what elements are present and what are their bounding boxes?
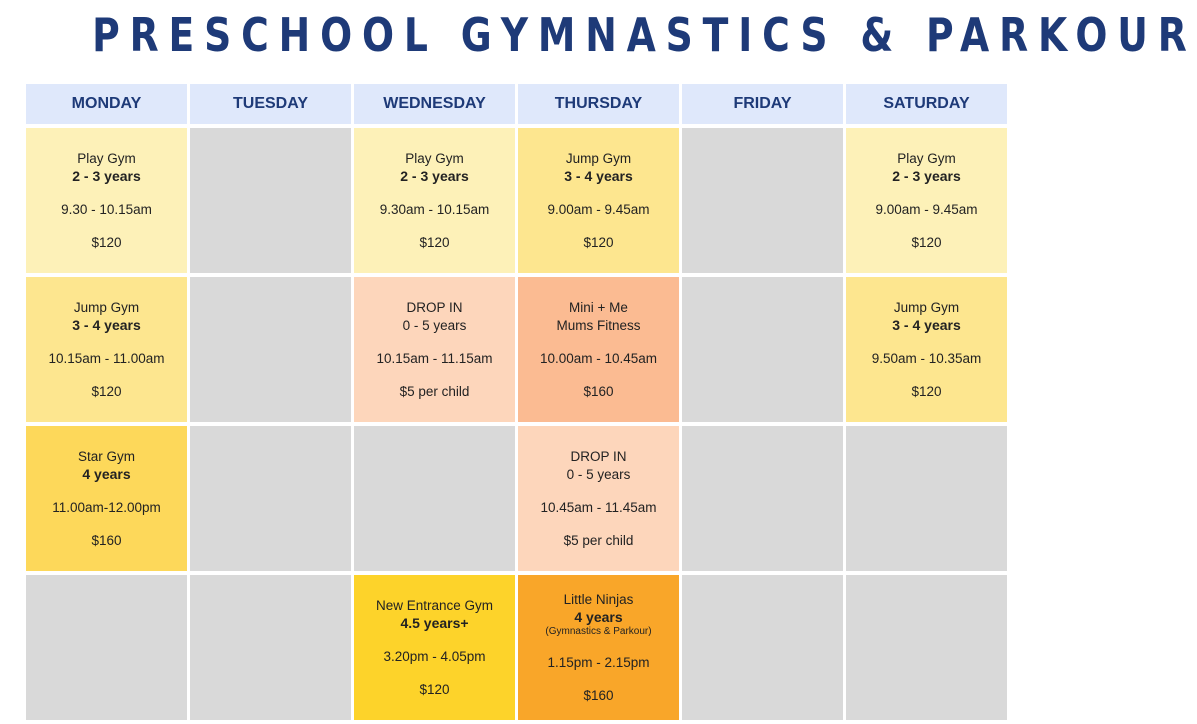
- class-name: New Entrance Gym: [375, 598, 494, 613]
- class-cell-saturday-1: [846, 128, 1007, 273]
- day-header-wednesday: WEDNESDAY: [354, 84, 515, 124]
- class-time: 10.15am - 11.00am: [48, 351, 165, 366]
- empty-cell: [190, 426, 351, 571]
- class-cell-wednesday-2: [354, 277, 515, 422]
- class-ages: 0 - 5 years: [566, 467, 631, 482]
- class-ages: 3 - 4 years: [564, 168, 633, 184]
- empty-cell: [846, 575, 1007, 720]
- class-price: $120: [91, 235, 122, 250]
- page-title: PRESCHOOL GYMNASTICS & PARKOUR: [92, 8, 1197, 62]
- empty-cell: [682, 128, 843, 273]
- class-price: $5 per child: [399, 384, 470, 399]
- class-name: Star Gym: [77, 449, 135, 464]
- class-time: 9.50am - 10.35am: [871, 351, 982, 366]
- class-ages: Mums Fitness: [556, 318, 641, 333]
- class-price: $120: [419, 235, 450, 250]
- day-header-saturday: SATURDAY: [846, 84, 1007, 124]
- class-cell-monday-2: [26, 277, 187, 422]
- class-cell-wednesday-4: [354, 575, 515, 720]
- class-ages: 2 - 3 years: [72, 168, 141, 184]
- timetable-grid: [26, 84, 1007, 720]
- class-name: Mini + Me: [569, 300, 628, 315]
- class-ages: 4 years: [574, 609, 623, 625]
- class-name: Play Gym: [405, 151, 464, 166]
- class-time: 3.20pm - 4.05pm: [383, 649, 486, 664]
- class-cell-thursday-3: [518, 426, 679, 571]
- class-time: 10.00am - 10.45am: [539, 351, 658, 366]
- class-ages: 4.5 years+: [400, 615, 469, 631]
- class-price: $120: [419, 682, 450, 697]
- day-header-monday: MONDAY: [26, 84, 187, 124]
- empty-cell: [26, 575, 187, 720]
- class-name: Jump Gym: [73, 300, 140, 315]
- class-cell-thursday-4: [518, 575, 679, 720]
- empty-cell: [190, 575, 351, 720]
- class-cell-thursday-2: [518, 277, 679, 422]
- class-name: Jump Gym: [565, 151, 632, 166]
- class-time: 11.00am-12.00pm: [52, 500, 161, 515]
- class-time: 10.45am - 11.45am: [540, 500, 657, 515]
- class-ages: 3 - 4 years: [72, 317, 141, 333]
- empty-cell: [354, 426, 515, 571]
- class-ages: 4 years: [82, 466, 131, 482]
- day-header-friday: FRIDAY: [682, 84, 843, 124]
- class-note: (Gymnastics & Parkour): [545, 626, 652, 637]
- class-time: 9.30 - 10.15am: [61, 202, 152, 217]
- class-price: $5 per child: [563, 533, 634, 548]
- class-name: DROP IN: [570, 449, 627, 464]
- class-time: 9.30am - 10.15am: [379, 202, 490, 217]
- class-ages: 2 - 3 years: [892, 168, 961, 184]
- day-header-tuesday: TUESDAY: [190, 84, 351, 124]
- empty-cell: [682, 575, 843, 720]
- empty-cell: [682, 426, 843, 571]
- class-price: $160: [583, 384, 614, 399]
- class-name: Play Gym: [897, 151, 956, 166]
- class-price: $160: [583, 688, 614, 703]
- day-header-thursday: THURSDAY: [518, 84, 679, 124]
- empty-cell: [846, 426, 1007, 571]
- class-ages: 3 - 4 years: [892, 317, 961, 333]
- class-time: 10.15am - 11.15am: [376, 351, 493, 366]
- empty-cell: [190, 128, 351, 273]
- class-name: Play Gym: [77, 151, 136, 166]
- class-price: $120: [911, 235, 942, 250]
- class-cell-saturday-2: [846, 277, 1007, 422]
- class-cell-wednesday-1: [354, 128, 515, 273]
- class-price: $160: [91, 533, 122, 548]
- class-price: $120: [583, 235, 614, 250]
- class-ages: 0 - 5 years: [402, 318, 467, 333]
- class-price: $120: [91, 384, 122, 399]
- class-time: 9.00am - 9.45am: [547, 202, 650, 217]
- class-time: 1.15pm - 2.15pm: [547, 655, 650, 670]
- class-time: 9.00am - 9.45am: [875, 202, 978, 217]
- class-name: DROP IN: [406, 300, 463, 315]
- empty-cell: [682, 277, 843, 422]
- class-price: $120: [911, 384, 942, 399]
- class-cell-monday-3: [26, 426, 187, 571]
- class-name: Jump Gym: [893, 300, 960, 315]
- class-name: Little Ninjas: [563, 592, 634, 607]
- empty-cell: [190, 277, 351, 422]
- class-cell-thursday-1: [518, 128, 679, 273]
- class-cell-monday-1: [26, 128, 187, 273]
- class-ages: 2 - 3 years: [400, 168, 469, 184]
